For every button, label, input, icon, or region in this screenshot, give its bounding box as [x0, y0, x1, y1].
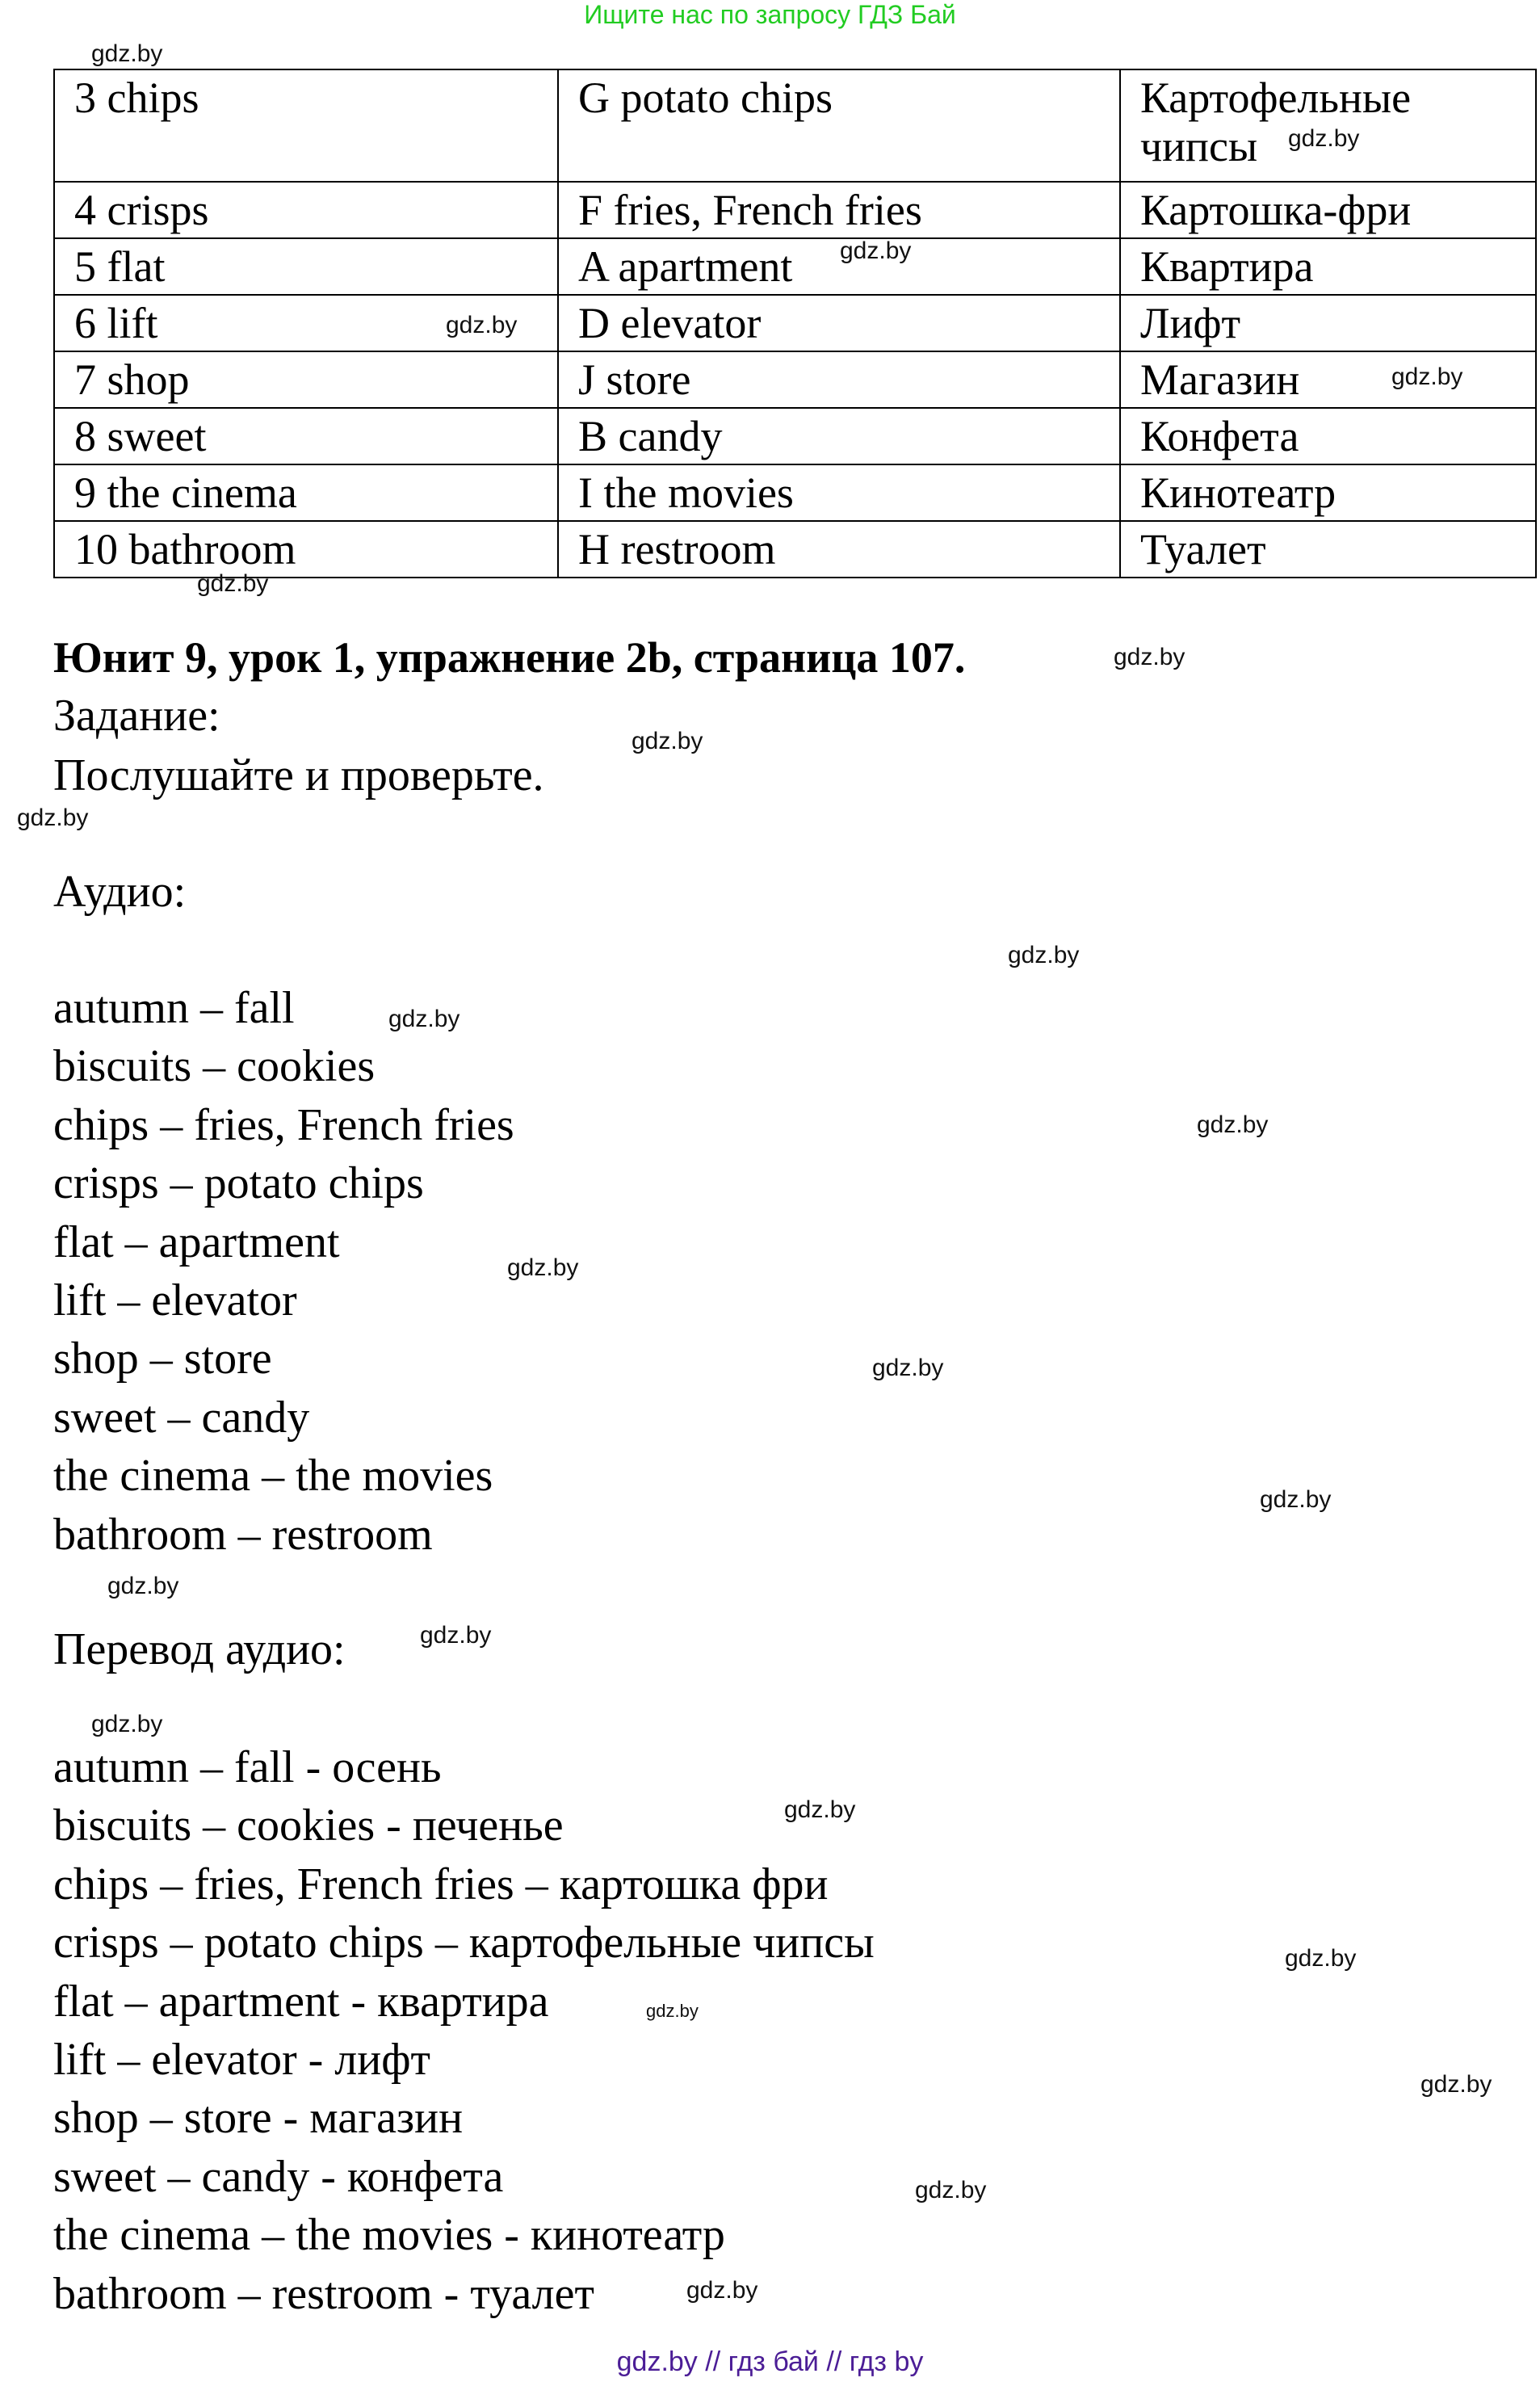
- table-cell: J store: [558, 351, 1120, 408]
- table-row: [54, 295, 1536, 351]
- watermark: gdz.by: [507, 1254, 579, 1281]
- watermark: gdz.by: [388, 1006, 460, 1032]
- watermark: gdz.by: [686, 2277, 758, 2304]
- watermark: gdz.by: [915, 2177, 987, 2203]
- translation-line: chips – fries, French fries – картошка фри: [53, 1859, 829, 1909]
- watermark: gdz.by: [91, 40, 163, 67]
- table-cell: Туалет: [1120, 521, 1536, 578]
- table-cell: B candy: [558, 408, 1120, 464]
- watermark: gdz.by: [446, 312, 518, 338]
- translation-line: flat – apartment - квартира: [53, 1976, 549, 2027]
- table-cell: A apartment: [558, 238, 1120, 295]
- audio-line: biscuits – cookies: [53, 1041, 376, 1092]
- table-cell: 10 bathroom: [54, 521, 558, 578]
- table-cell: Квартира: [1120, 238, 1536, 295]
- translation-line: autumn – fall - осень: [53, 1742, 442, 1792]
- watermark: gdz.by: [1391, 363, 1463, 390]
- watermark: gdz.by: [1114, 644, 1185, 670]
- audio-line: autumn – fall: [53, 983, 295, 1033]
- translation-line: biscuits – cookies - печенье: [53, 1800, 564, 1851]
- footer-links[interactable]: gdz.by // гдз бай // гдз by: [616, 2346, 924, 2377]
- watermark: gdz.by: [91, 1711, 163, 1737]
- table-row: [54, 408, 1536, 464]
- translation-line: crisps – potato chips – картофельные чипсы: [53, 1918, 875, 1968]
- table-cell: 7 shop: [54, 351, 558, 408]
- watermark: gdz.by: [1260, 1486, 1332, 1513]
- audio-line: lift – elevator: [53, 1275, 297, 1325]
- audio-line: flat – apartment: [53, 1216, 340, 1267]
- table-cell: 9 the cinema: [54, 464, 558, 521]
- watermark: gdz.by: [1420, 2071, 1492, 2098]
- table-cell: Магазин: [1120, 351, 1536, 408]
- watermark: gdz.by: [17, 805, 89, 831]
- table-cell: 6 lift: [54, 295, 558, 351]
- table-cell: 4 crisps: [54, 182, 558, 238]
- table-row: [54, 182, 1536, 238]
- audio-line: sweet – candy: [53, 1392, 310, 1443]
- watermark: gdz.by: [1285, 1945, 1357, 1972]
- table-row: [54, 351, 1536, 408]
- table-cell: F fries, French fries: [558, 182, 1120, 238]
- audio-label: Аудио:: [53, 867, 187, 917]
- audio-line: shop – store: [53, 1334, 272, 1384]
- watermark: gdz.by: [107, 1573, 179, 1599]
- translation-line: sweet – candy - конфета: [53, 2151, 504, 2202]
- audio-line: crisps – potato chips: [53, 1158, 424, 1209]
- top-banner[interactable]: Ищите нас по запросу ГДЗ Бай: [584, 0, 956, 29]
- table-cell: 3 chips: [54, 69, 558, 182]
- watermark: gdz.by: [872, 1355, 944, 1381]
- watermark: gdz.by: [840, 237, 912, 264]
- translation-label: Перевод аудио:: [53, 1624, 346, 1674]
- table-cell: 8 sweet: [54, 408, 558, 464]
- table-cell: G potato chips: [558, 69, 1120, 182]
- table-cell: Кинотеатр: [1120, 464, 1536, 521]
- table-row: [54, 521, 1536, 578]
- watermark: gdz.by: [1008, 942, 1080, 968]
- task-label: Задание:: [53, 691, 220, 741]
- audio-line: chips – fries, French fries: [53, 1099, 514, 1150]
- translation-line: the cinema – the movies - кинотеатр: [53, 2210, 725, 2261]
- watermark: gdz.by: [197, 570, 269, 597]
- audio-line: the cinema – the movies: [53, 1451, 493, 1502]
- table-cell: 5 flat: [54, 238, 558, 295]
- watermark: gdz.by: [1288, 125, 1360, 152]
- table-cell: Конфета: [1120, 408, 1536, 464]
- table-cell: Лифт: [1120, 295, 1536, 351]
- watermark: gdz.by: [646, 2001, 699, 2021]
- watermark: gdz.by: [1197, 1111, 1269, 1138]
- translation-line: shop – store - магазин: [53, 2093, 464, 2144]
- table-cell: H restroom: [558, 521, 1120, 578]
- table-cell: Картошка-фри: [1120, 182, 1536, 238]
- watermark: gdz.by: [420, 1622, 492, 1649]
- table-row: [54, 238, 1536, 295]
- table-row: [54, 464, 1536, 521]
- watermark: gdz.by: [632, 728, 703, 754]
- watermark: gdz.by: [784, 1796, 856, 1823]
- translation-line: lift – elevator - лифт: [53, 2035, 430, 2085]
- table-cell: I the movies: [558, 464, 1120, 521]
- task-text: Послушайте и проверьте.: [53, 750, 544, 800]
- table-cell: Картофельные чипсы: [1120, 69, 1536, 182]
- exercise-heading: Юнит 9, урок 1, упражнение 2b, страница 107.: [53, 633, 966, 682]
- table-cell: D elevator: [558, 295, 1120, 351]
- translation-line: bathroom – restroom - туалет: [53, 2268, 594, 2319]
- audio-line: bathroom – restroom: [53, 1509, 433, 1560]
